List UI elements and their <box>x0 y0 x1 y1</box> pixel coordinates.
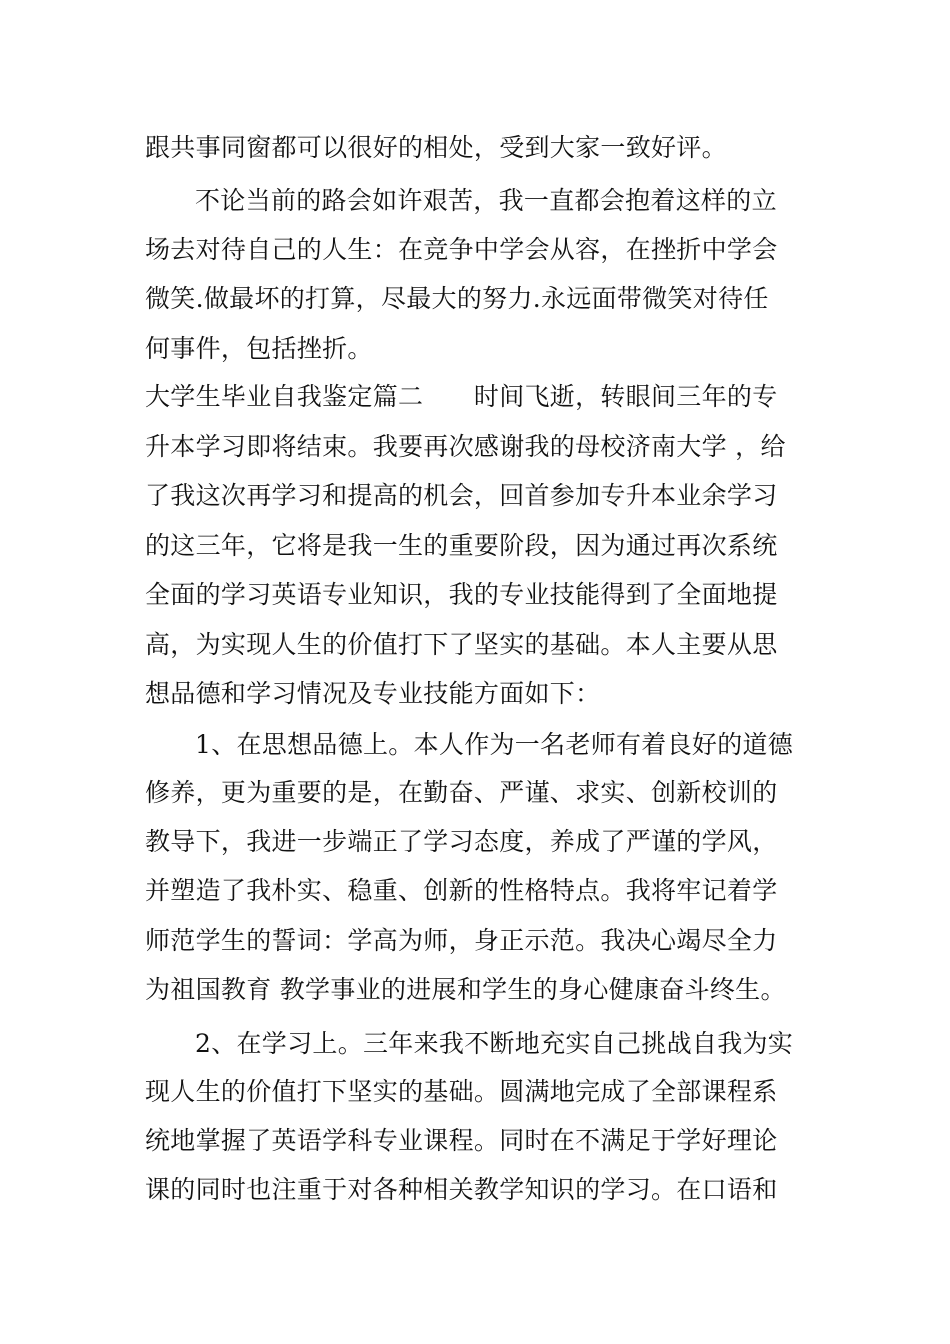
text-line-10: 全面的学习英语专业知识，我的专业技能得到了全面地提 <box>145 580 778 609</box>
text-line-11: 高，为实现人生的价值打下了坚实的基础。本人主要从思 <box>145 630 778 659</box>
text-line-17: 师范学生的誓词：学高为师，身正示范。我决心竭尽全力 <box>145 926 778 955</box>
section-heading-line: 大学生毕业自我鉴定篇二 时间飞逝，转眼间三年的专 <box>145 382 778 411</box>
text-line-21: 统地掌握了英语学科专业课程。同时在不满足于学好理论 <box>145 1126 778 1155</box>
text-line-15: 教导下，我进一步端正了学习态度，养成了严谨的学风， <box>145 827 778 856</box>
text-line-22: 课的同时也注重于对各种相关教学知识的学习。在口语和 <box>145 1175 778 1204</box>
text-line-7: 升本学习即将结束。我要再次感谢我的母校济南大学 ，给 <box>145 432 786 461</box>
text-line-14: 修养，更为重要的是，在勤奋、严谨、求实、创新校训的 <box>145 778 778 807</box>
text-line-13: 1、在思想品德上。本人作为一名老师有着良好的道德 <box>195 730 794 759</box>
text-line-1: 跟共事同窗都可以很好的相处，受到大家一致好评。 <box>145 133 727 162</box>
text-line-8: 了我这次再学习和提高的机会，回首参加专升本业余学习 <box>145 481 778 510</box>
text-line-2: 不论当前的路会如许艰苦，我一直都会抱着这样的立 <box>195 186 777 215</box>
text-line-16: 并塑造了我朴实、稳重、创新的性格特点。我将牢记着学 <box>145 876 778 905</box>
text-line-9: 的这三年，它将是我一生的重要阶段，因为通过再次系统 <box>145 531 778 560</box>
text-line-3: 场去对待自己的人生：在竞争中学会从容，在挫折中学会 <box>145 235 778 264</box>
text-line-5: 何事件，包括挫折。 <box>145 334 373 363</box>
text-line-19: 2、在学习上。三年来我不断地充实自己挑战自我为实 <box>195 1029 794 1058</box>
text-line-4: 微笑.做最坏的打算，尽最大的努力.永远面带微笑对待任 <box>145 284 769 313</box>
text-line-18: 为祖国教育 教学事业的进展和学生的身心健康奋斗终生。 <box>145 975 786 1004</box>
text-line-12: 想品德和学习情况及专业技能方面如下： <box>145 679 601 708</box>
text-line-20: 现人生的价值打下坚实的基础。圆满地完成了全部课程系 <box>145 1077 778 1106</box>
